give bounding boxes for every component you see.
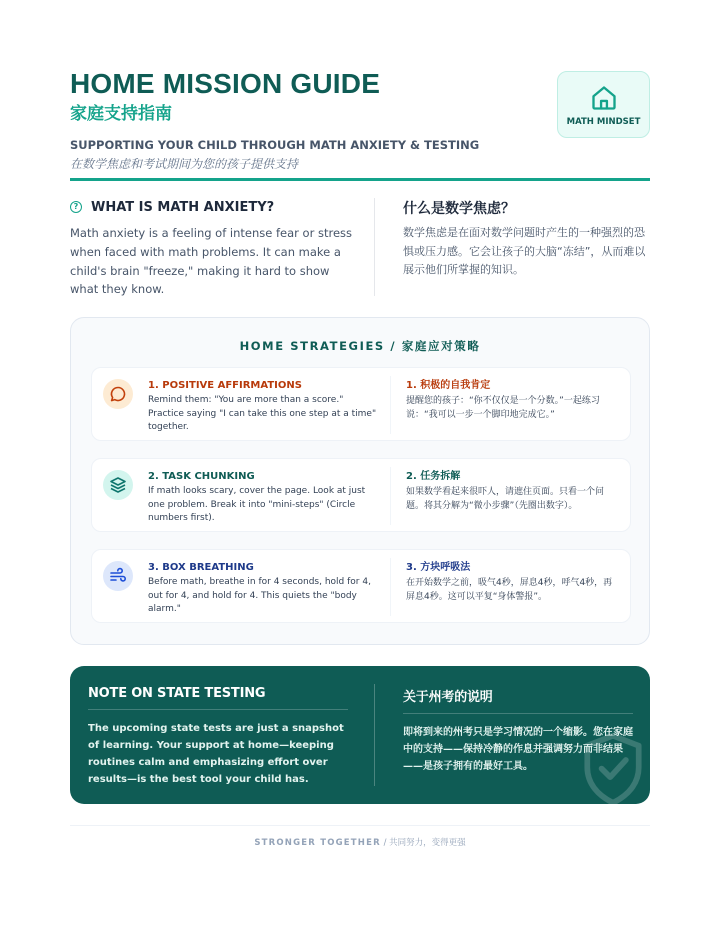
strategy-card-chunking	[91, 458, 631, 532]
home-strategies-panel	[70, 317, 650, 645]
note-text-zh: 即将到来的州考只是学习情况的一个缩影。您在家庭中的支持——保持冷静的作息并强调努力而非结果——是孩子拥有的最好工具。	[403, 727, 633, 772]
strategy-chinese	[406, 470, 620, 513]
strategy-chinese	[406, 561, 620, 604]
page-subtitle-zh: 在数学焦虑和考试期间为您的孩子提供支持	[70, 157, 299, 171]
note-title-zh: 关于州考的说明	[403, 686, 633, 714]
strategies-heading: HOME STRATEGIES / 家庭应对策略	[239, 339, 481, 353]
strategy-text: If math looks scary, cover the page. Look at just one problem. Break it into "mini-steps" (Circle numbers first).	[148, 486, 366, 524]
strategy-title: 3. BOX BREATHING	[148, 562, 254, 573]
home-icon	[590, 84, 618, 112]
strategy-chinese	[406, 379, 620, 422]
strategy-title: 2. TASK CHUNKING	[148, 471, 255, 482]
card-divider	[390, 558, 391, 616]
card-divider	[390, 376, 391, 434]
what-is-text: Math anxiety is a feeling of intense fear or stress when faced with math problems. It can make a child's brain "freeze," making it hard to show what they know.	[70, 226, 353, 297]
page-title: HOME MISSION GUIDE	[70, 68, 381, 99]
shield-check-icon	[578, 730, 648, 804]
strategy-english	[148, 561, 380, 617]
strategy-icon-wrap	[103, 379, 133, 409]
wind-icon	[103, 561, 133, 591]
strategy-card-breathing	[91, 549, 631, 623]
strategy-title-zh: 2. 任务拆解	[406, 471, 461, 482]
strategy-icon-wrap	[103, 470, 133, 500]
what-is-text-zh: 数学焦虑是在面对数学问题时产生的一种强烈的恐惧或压力感。它会让孩子的大脑“冻结”，从而难以展示他们所掌握的知识。	[403, 226, 646, 276]
math-mindset-badge	[557, 71, 650, 138]
strategy-text-zh: 如果数学看起来很吓人，请遮住页面。只看一个问题。将其分解为“微小步骤”（先圈出数字）。	[406, 487, 605, 511]
strategy-icon-wrap	[103, 561, 133, 591]
footer-label-zh: 共同努力，变得更强	[389, 838, 466, 848]
what-is-chinese	[403, 198, 650, 280]
badge-label: MATH MINDSET	[566, 117, 641, 127]
footer-separator: /	[380, 838, 390, 848]
strategy-card-affirmations	[91, 367, 631, 441]
note-text: The upcoming state tests are just a snapshot of learning. Your support at home—keeping routines calm and emphasizing effort over results—is the best tool your child has.	[88, 723, 344, 785]
strategy-text: Remind them: "You are more than a score." Practice saying "I can take this one step at a time" together.	[148, 395, 377, 433]
strategy-english	[148, 379, 380, 435]
strategy-text-zh: 在开始数学之前，吸气4秒，屏息4秒，呼气4秒，再屏息4秒。这可以平复“身体警报”。	[406, 578, 613, 602]
strategy-english	[148, 470, 380, 526]
what-is-english	[70, 198, 355, 299]
strategy-text-zh: 提醒您的孩子：“你不仅仅是一个分数。”一起练习说：“我可以一步一个脚印地完成它。”	[406, 396, 600, 420]
strategy-title: 1. POSITIVE AFFIRMATIONS	[148, 380, 302, 391]
card-divider	[390, 467, 391, 525]
strategy-title-zh: 3. 方块呼吸法	[406, 562, 471, 573]
footer-divider	[70, 825, 650, 826]
speech-bubble-icon	[103, 379, 133, 409]
note-english	[88, 686, 348, 788]
footer	[70, 836, 650, 848]
what-is-section	[70, 198, 650, 296]
section-heading	[70, 198, 355, 216]
note-title: NOTE ON STATE TESTING	[88, 686, 348, 710]
header-divider	[70, 178, 650, 181]
page-title-zh: 家庭支持指南	[70, 104, 172, 124]
what-is-title: WHAT IS MATH ANXIETY?	[91, 199, 275, 215]
state-testing-note	[70, 666, 650, 804]
layers-icon	[103, 470, 133, 500]
column-divider	[374, 684, 375, 786]
page-subtitle: SUPPORTING YOUR CHILD THROUGH MATH ANXIETY & TESTING	[70, 138, 480, 152]
what-is-title-zh: 什么是数学焦虑？	[403, 201, 515, 217]
strategy-title-zh: 1. 积极的自我肯定	[406, 380, 491, 391]
strategy-text: Before math, breathe in for 4 seconds, hold for 4, out for 4, and hold for 4. This quiets the "body alarm."	[148, 577, 371, 615]
column-divider	[374, 198, 375, 296]
question-icon: ?	[70, 201, 82, 213]
footer-label: STRONGER TOGETHER	[254, 838, 381, 848]
